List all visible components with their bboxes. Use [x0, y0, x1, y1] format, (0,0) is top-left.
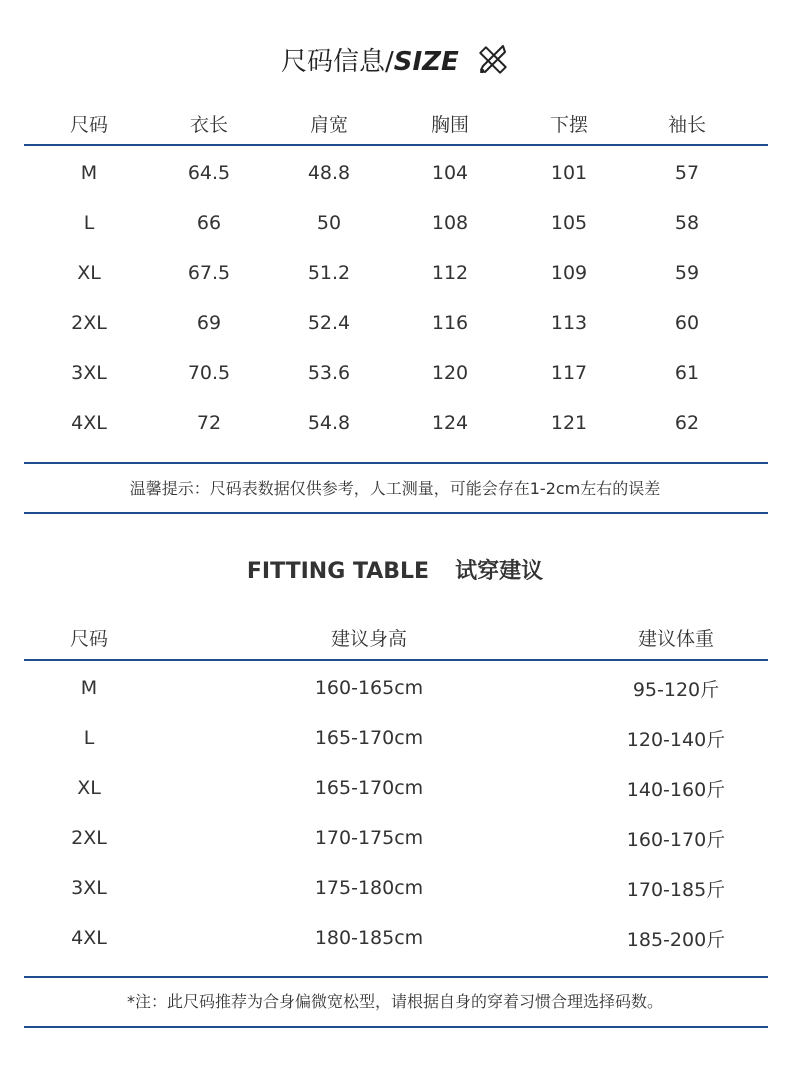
divider-line [24, 512, 768, 514]
cell: 57 [674, 162, 700, 184]
cell: 120 [431, 362, 469, 384]
cell: 113 [550, 312, 588, 334]
cell: 101 [550, 162, 588, 184]
table-row [24, 198, 768, 248]
fitting-title [0, 555, 790, 589]
cell: XL [77, 777, 101, 799]
cell: 109 [550, 262, 588, 284]
divider-line [24, 659, 768, 661]
fitting-header-row [24, 612, 768, 662]
cell: 2XL [71, 312, 107, 334]
cell: 4XL [71, 927, 107, 949]
cell: 70.5 [187, 362, 231, 384]
size-title-en: SIZE [393, 47, 459, 77]
cell: 62 [674, 412, 700, 434]
cell: 3XL [71, 877, 107, 899]
cell: 170-175cm [314, 827, 424, 849]
cell: 66 [196, 212, 222, 234]
cell: 64.5 [187, 162, 231, 184]
cell: 175-180cm [314, 877, 424, 899]
cell: M [80, 677, 98, 699]
cell: 95-120斤 [632, 678, 720, 701]
header-size: 尺码 [69, 627, 108, 650]
cell: 170-185斤 [626, 878, 726, 901]
cell: 72 [196, 412, 222, 434]
cell: 4XL [71, 412, 107, 434]
divider-line [24, 144, 768, 146]
table-row [24, 148, 768, 198]
cell: 52.4 [307, 312, 351, 334]
table-row [24, 663, 768, 713]
cell: 180-185cm [314, 927, 424, 949]
header-height: 建议身高 [330, 627, 407, 650]
header-chest: 胸围 [430, 113, 469, 136]
table-row [24, 248, 768, 298]
cell: 59 [674, 262, 700, 284]
size-note: 温馨提示：尺码表数据仅供参考，人工测量，可能会存在1-2cm左右的误差 [129, 479, 661, 498]
cell: 112 [431, 262, 469, 284]
cell: 140-160斤 [626, 778, 726, 801]
cell: 121 [550, 412, 588, 434]
cell: 124 [431, 412, 469, 434]
table-row [24, 813, 768, 863]
cell: XL [77, 262, 101, 284]
cell: 108 [431, 212, 469, 234]
size-title-cn: 尺码信息/ [280, 47, 394, 77]
cell: 54.8 [307, 412, 351, 434]
cell: 3XL [71, 362, 107, 384]
table-row [24, 713, 768, 763]
cell: 48.8 [307, 162, 351, 184]
table-row [24, 763, 768, 813]
cell: 160-170斤 [626, 828, 726, 851]
cell: 69 [196, 312, 222, 334]
header-sleeve: 袖长 [667, 113, 706, 136]
cell: 105 [550, 212, 588, 234]
header-hem: 下摆 [549, 113, 588, 136]
cell: 50 [316, 212, 342, 234]
cell: 120-140斤 [626, 728, 726, 751]
cell: 51.2 [307, 262, 351, 284]
cell: 60 [674, 312, 700, 334]
cell: M [80, 162, 98, 184]
cell: 185-200斤 [626, 928, 726, 951]
fitting-table-body [24, 663, 768, 963]
ruler-pencil-icon [477, 44, 509, 76]
table-row [24, 298, 768, 348]
cell: 61 [674, 362, 700, 384]
fitting-note: *注：此尺码推荐为合身偏微宽松型，请根据自身的穿着习惯合理选择码数。 [126, 992, 663, 1011]
cell: 160-165cm [314, 677, 424, 699]
table-row [24, 863, 768, 913]
cell: 53.6 [307, 362, 351, 384]
cell: 2XL [71, 827, 107, 849]
cell: L [83, 212, 95, 234]
cell: 58 [674, 212, 700, 234]
cell: 165-170cm [314, 777, 424, 799]
size-table-body [24, 148, 768, 448]
table-row [24, 348, 768, 398]
divider-line [24, 462, 768, 464]
cell: L [83, 727, 95, 749]
size-header-row [24, 98, 768, 148]
cell: 117 [550, 362, 588, 384]
table-row [24, 913, 768, 963]
fitting-title-cn: 试穿建议 [455, 559, 544, 584]
cell: 165-170cm [314, 727, 424, 749]
fitting-table-header [24, 612, 768, 662]
size-table-header [24, 98, 768, 148]
fitting-title-en: FITTING TABLE [246, 559, 430, 584]
header-weight: 建议体重 [637, 627, 714, 650]
cell: 67.5 [187, 262, 231, 284]
table-row [24, 398, 768, 448]
cell: 104 [431, 162, 469, 184]
header-shoulder: 肩宽 [309, 113, 348, 136]
size-title [0, 42, 790, 82]
divider-line [24, 1026, 768, 1028]
header-size: 尺码 [69, 113, 108, 136]
header-length: 衣长 [189, 113, 228, 136]
divider-line [24, 976, 768, 978]
cell: 116 [431, 312, 469, 334]
